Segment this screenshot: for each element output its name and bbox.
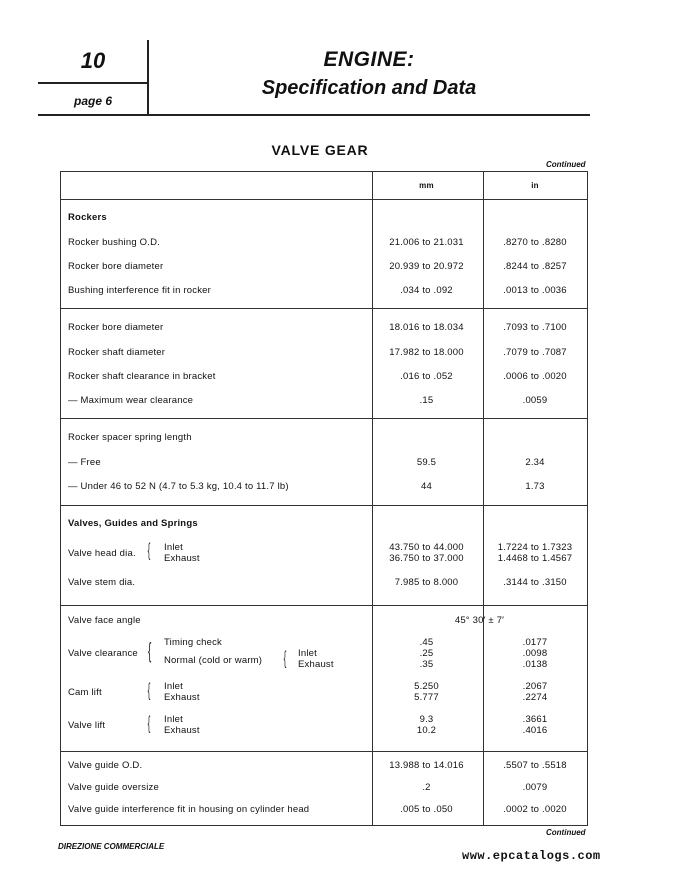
row-value-mm: 9.3 bbox=[419, 714, 434, 725]
row-value-mm: 20.939 to 20.972 bbox=[389, 261, 464, 272]
sub-label-exhaust: Exhaust bbox=[164, 553, 200, 564]
row-value-mm: .034 to .092 bbox=[400, 285, 453, 296]
row-value-in: .0013 to .0036 bbox=[503, 285, 567, 296]
row-label: Valve guide O.D. bbox=[68, 760, 143, 771]
group-divider bbox=[61, 751, 587, 752]
row-value-angle: 45° 30′ ± 7′ bbox=[454, 615, 505, 626]
row-value-mm: 13.988 to 14.016 bbox=[389, 760, 464, 771]
row-value-in: .2274 bbox=[522, 692, 548, 703]
sub-label-timing: Timing check bbox=[164, 637, 223, 648]
row-label: Valve clearance bbox=[68, 648, 138, 659]
row-value-in: .3144 to .3150 bbox=[503, 577, 567, 588]
group-divider bbox=[61, 605, 587, 606]
row-value-mm: 7.985 to 8.000 bbox=[394, 577, 459, 588]
row-value-in: .3661 bbox=[522, 714, 548, 725]
sub-label-exhaust: Exhaust bbox=[164, 725, 200, 736]
row-value-in: .4016 bbox=[522, 725, 548, 736]
page-label: page 6 bbox=[73, 94, 112, 108]
column-header-in: in bbox=[531, 181, 539, 190]
group-divider bbox=[61, 505, 587, 506]
row-value-mm: .35 bbox=[419, 659, 434, 670]
group-heading-spring: Rocker spacer spring length bbox=[68, 432, 192, 443]
row-label: Rocker bore diameter bbox=[68, 322, 164, 333]
row-label: — Maximum wear clearance bbox=[68, 395, 194, 406]
group-divider bbox=[61, 418, 587, 419]
row-value-mm: .005 to .050 bbox=[400, 804, 453, 815]
row-value-in: .0059 bbox=[522, 395, 548, 406]
row-value-in: 1.7224 to 1.7323 bbox=[497, 542, 573, 553]
group-divider bbox=[61, 308, 587, 309]
row-value-mm: .15 bbox=[419, 395, 434, 406]
header-divider-long bbox=[38, 114, 590, 116]
row-label: Valve face angle bbox=[68, 615, 141, 626]
row-value-mm: .45 bbox=[419, 637, 434, 648]
row-label: Valve stem dia. bbox=[68, 577, 136, 588]
footer-watermark-link[interactable]: www.epcatalogs.com bbox=[462, 849, 601, 863]
row-label: Valve guide interference fit in housing on cylinder head bbox=[68, 804, 310, 815]
row-value-in: .2067 bbox=[522, 681, 548, 692]
row-value-mm: 36.750 to 37.000 bbox=[389, 553, 464, 564]
row-value-mm: 44 bbox=[421, 481, 432, 492]
header-divider-short bbox=[38, 82, 148, 84]
footer-publisher: DIREZIONE COMMERCIALE bbox=[58, 842, 165, 851]
sub-label-inlet: Inlet bbox=[298, 648, 317, 659]
group-heading-valves: Valves, Guides and Springs bbox=[68, 518, 198, 529]
row-value-mm: .25 bbox=[419, 648, 434, 659]
group-heading-rockers: Rockers bbox=[68, 212, 107, 223]
row-label: Cam lift bbox=[68, 687, 102, 698]
row-label: — Free bbox=[68, 457, 101, 468]
row-value-in: .0177 bbox=[522, 637, 548, 648]
sub-label-exhaust: Exhaust bbox=[298, 659, 334, 670]
row-label: Rocker shaft diameter bbox=[68, 347, 166, 358]
row-label: Bushing interference fit in rocker bbox=[68, 285, 212, 296]
row-value-mm: 43.750 to 44.000 bbox=[389, 542, 464, 553]
row-value-in: .0002 to .0020 bbox=[503, 804, 567, 815]
brace-icon: { bbox=[147, 713, 151, 733]
row-label: — Under 46 to 52 N (4.7 to 5.3 kg, 10.4 to 11.7 lb) bbox=[68, 481, 289, 492]
brace-icon: { bbox=[148, 638, 152, 663]
row-label: Rocker bore diameter bbox=[68, 261, 164, 272]
section-number: 10 bbox=[80, 48, 106, 73]
row-value-mm: 17.982 to 18.000 bbox=[389, 347, 464, 358]
row-value-in: .0006 to .0020 bbox=[503, 371, 567, 382]
row-label: Rocker shaft clearance in bracket bbox=[68, 371, 216, 382]
row-value-in: .7079 to .7087 bbox=[503, 347, 567, 358]
row-value-mm: 5.777 bbox=[414, 692, 439, 703]
header-row-divider bbox=[61, 199, 587, 200]
row-value-mm: 10.2 bbox=[416, 725, 437, 736]
brace-icon: { bbox=[147, 540, 151, 560]
row-label: Valve lift bbox=[68, 720, 106, 731]
row-label: Valve guide oversize bbox=[68, 782, 159, 793]
row-value-in: .0138 bbox=[522, 659, 548, 670]
row-value-in: .8244 to .8257 bbox=[503, 261, 567, 272]
row-label: Rocker bushing O.D. bbox=[68, 237, 160, 248]
row-value-mm: 18.016 to 18.034 bbox=[389, 322, 464, 333]
continued-note-top: Continued bbox=[546, 160, 586, 169]
page-subtitle: Specification and Data bbox=[261, 77, 477, 99]
column-header-mm: mm bbox=[419, 181, 434, 190]
sub-label-inlet: Inlet bbox=[164, 681, 183, 692]
sub-label-normal: Normal (cold or warm) bbox=[164, 655, 263, 666]
sub-label-inlet: Inlet bbox=[164, 542, 183, 553]
row-value-mm: 5.250 bbox=[414, 681, 439, 692]
continued-note-bottom: Continued bbox=[546, 828, 586, 837]
row-value-in: 1.4468 to 1.4567 bbox=[497, 553, 573, 564]
section-title: VALVE GEAR bbox=[271, 142, 369, 158]
row-value-in: .0079 bbox=[522, 782, 548, 793]
brace-icon: { bbox=[283, 648, 287, 668]
row-value-mm: .016 to .052 bbox=[400, 371, 453, 382]
row-value-in: 2.34 bbox=[525, 457, 545, 468]
sub-label-exhaust: Exhaust bbox=[164, 692, 200, 703]
row-value-mm: 21.006 to 21.031 bbox=[389, 237, 464, 248]
brace-icon: { bbox=[147, 680, 151, 700]
row-value-in: .5507 to .5518 bbox=[503, 760, 567, 771]
row-value-mm: 59.5 bbox=[416, 457, 437, 468]
page-title: ENGINE: bbox=[323, 48, 415, 71]
row-value-mm: .2 bbox=[422, 782, 431, 793]
row-value-in: .8270 to .8280 bbox=[503, 237, 567, 248]
row-value-in: .7093 to .7100 bbox=[503, 322, 567, 333]
sub-label-inlet: Inlet bbox=[164, 714, 183, 725]
row-value-in: 1.73 bbox=[525, 481, 545, 492]
row-label: Valve head dia. bbox=[68, 548, 136, 559]
row-value-in: .0098 bbox=[522, 648, 548, 659]
